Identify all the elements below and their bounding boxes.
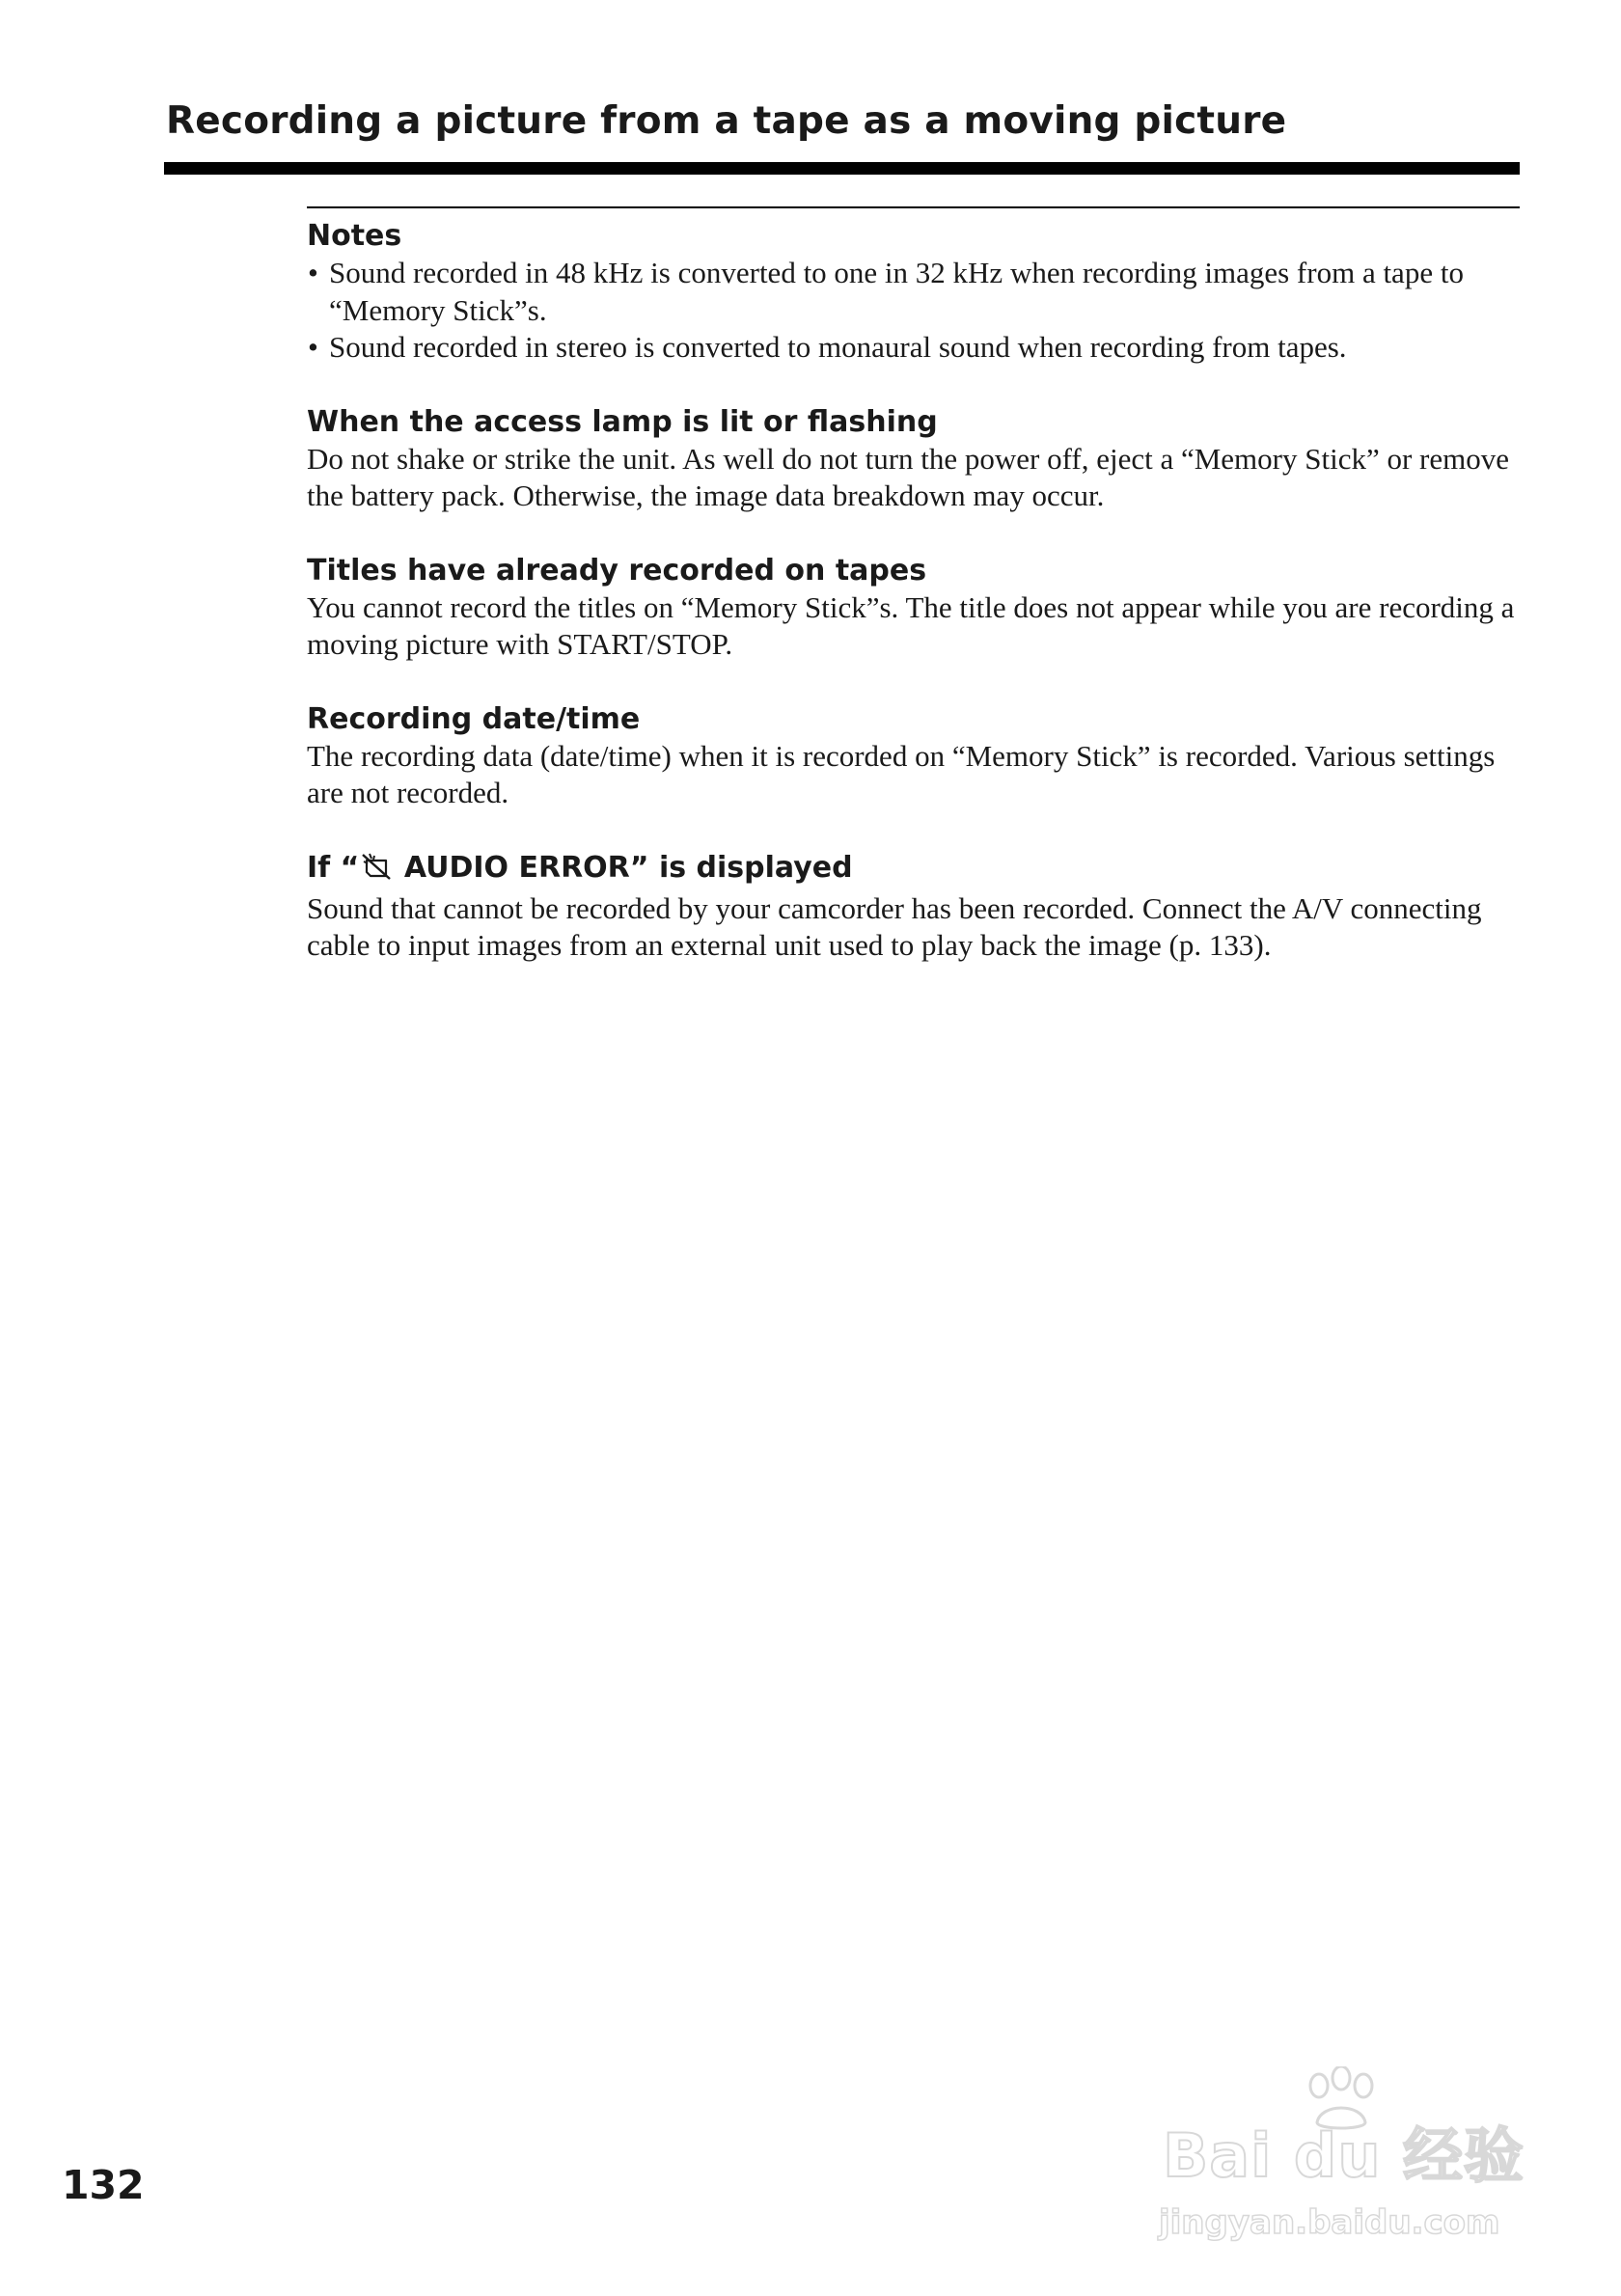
note-text: Sound recorded in stereo is converted to monaural sound when recording from tapes. — [329, 330, 1347, 364]
page-title: Recording a picture from a tape as a moving picture — [166, 99, 1287, 143]
audio-error-heading-prefix: If “ — [307, 850, 360, 885]
audio-error-body: Sound that cannot be recorded by your camcorder has been recorded. Connect the A/V connecting cable to input images from an external unit used to play back the image (p. 133). — [307, 890, 1482, 962]
titles-body: You cannot record the titles on “Memory Stick”s. The title does not appear while you are recording a moving picture with START/STOP. — [307, 589, 1515, 661]
content-rule — [307, 206, 1520, 208]
note-text: Sound recorded in 48 kHz is converted to one in 32 kHz when recording images from a tape to “Memory Stick”s. — [329, 256, 1464, 327]
titles-heading: Titles have already recorded on tapes — [307, 553, 927, 588]
bullet-icon: • — [308, 330, 318, 364]
notes-section — [307, 218, 1520, 367]
audio-error-heading-suffix: AUDIO ERROR” is displayed — [394, 850, 853, 885]
titles-section — [307, 553, 1520, 664]
access-lamp-heading: When the access lamp is lit or flashing — [307, 404, 938, 439]
bullet-icon: • — [308, 256, 318, 289]
title-rule — [164, 162, 1520, 175]
memory-stick-warning-icon — [360, 852, 393, 890]
page-number: 132 — [62, 2162, 145, 2208]
main-content — [307, 206, 1520, 1002]
access-lamp-body: Do not shake or strike the unit. As well do not turn the power off, eject a “Memory Stick” or remove the battery pack. Otherwise, the image data breakdown may occur. — [307, 441, 1510, 512]
audio-error-section — [307, 850, 1520, 965]
note-item — [307, 329, 1520, 367]
baidu-watermark — [1153, 2066, 1544, 2250]
access-lamp-section — [307, 404, 1520, 515]
watermark-logo-text: Bai du 经验 — [1163, 2120, 1525, 2191]
recording-date-heading: Recording date/time — [307, 701, 641, 736]
note-item — [307, 255, 1520, 329]
audio-error-heading — [307, 850, 1520, 890]
notes-heading: Notes — [307, 219, 402, 253]
recording-date-body: The recording data (date/time) when it is recorded on “Memory Stick” is recorded. Various settings are not recorded. — [307, 738, 1496, 809]
recording-date-section — [307, 701, 1520, 812]
page-header — [164, 96, 1520, 175]
notes-list — [307, 255, 1520, 367]
watermark-url: jingyan.baidu.com — [1159, 2203, 1500, 2242]
